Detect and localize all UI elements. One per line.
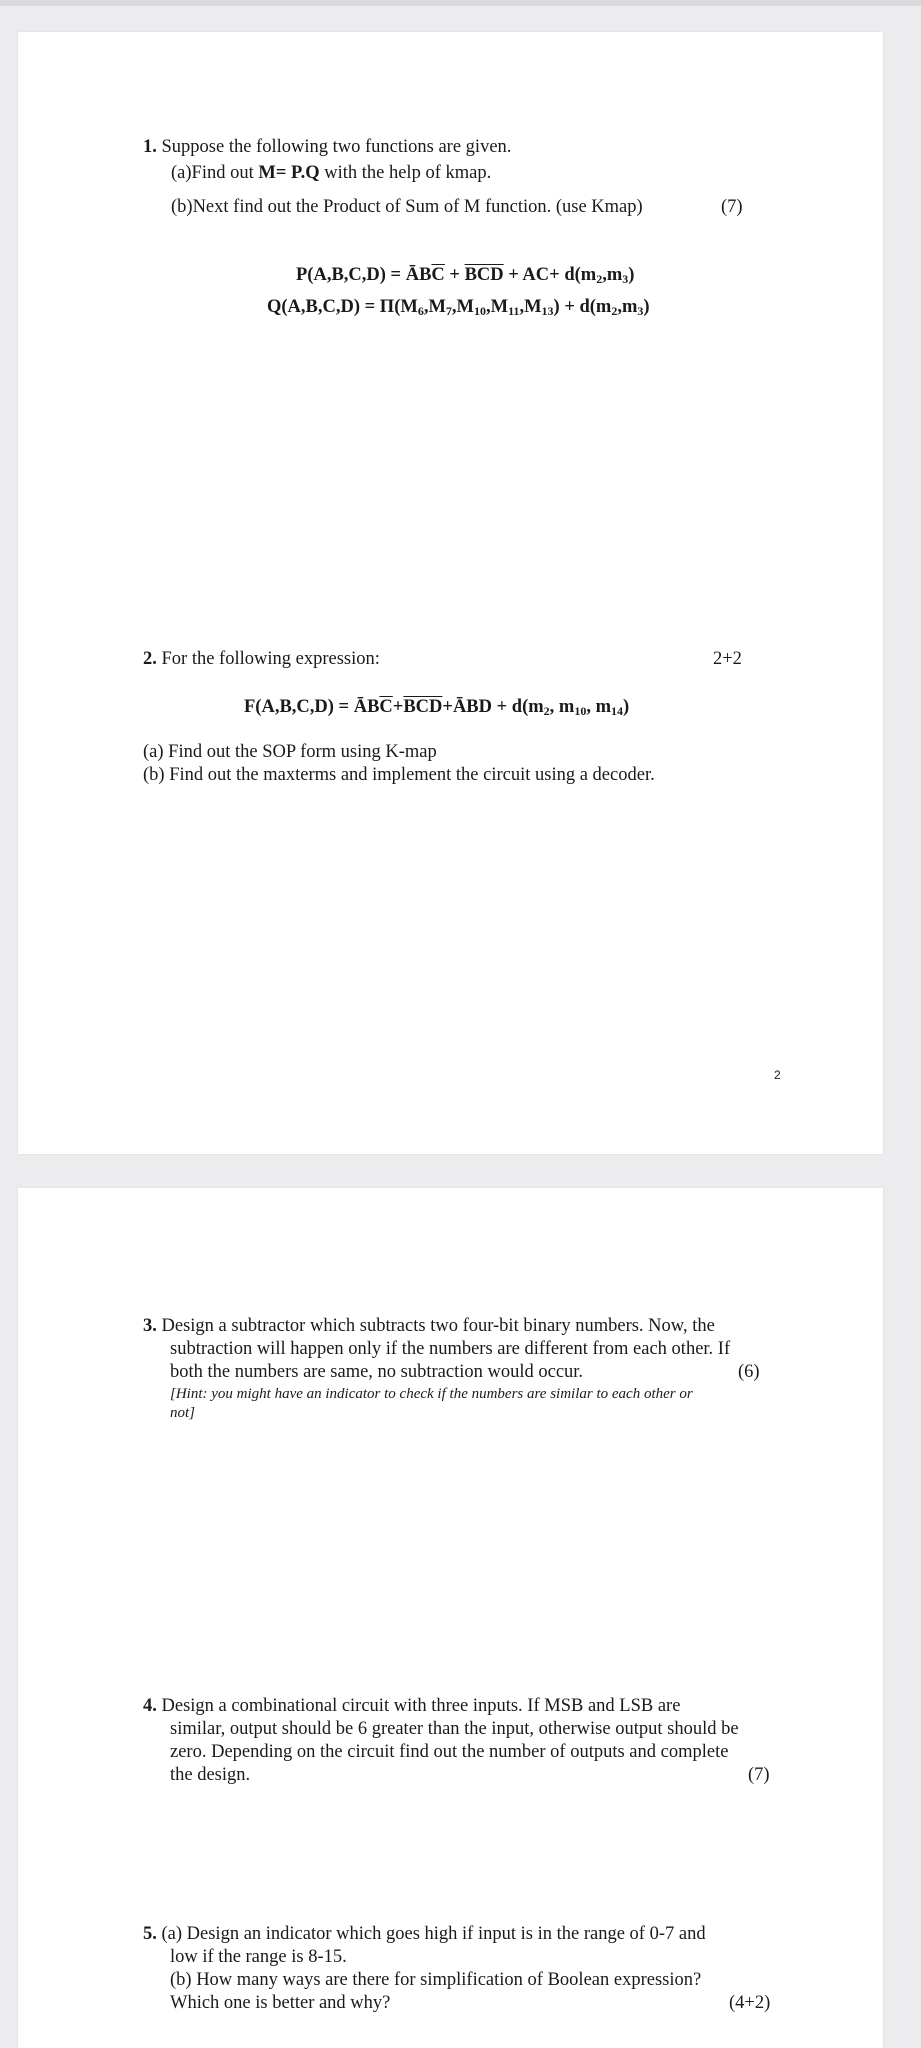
question-number: 4. (143, 1696, 157, 1716)
question-5-line-3: (b) How many ways are there for simplification of Boolean expression? (170, 1970, 702, 1990)
question-4-line-2: similar, output should be 6 greater than the input, otherwise output should be (170, 1719, 739, 1739)
question-number: 3. (143, 1316, 157, 1336)
question-4-line-4: the design. (170, 1765, 251, 1785)
question-5-line-2: low if the range is 8-15. (170, 1947, 347, 1967)
page-number: 2 (774, 1068, 781, 1082)
question-1-marks: (7) (721, 197, 743, 217)
question-3-line-2: subtraction will happen only if the numbers are different from each other. If (170, 1339, 731, 1359)
question-number: 5. (143, 1924, 157, 1944)
viewer-top-bar (0, 0, 921, 6)
question-3-hint-line-1: [Hint: you might have an indicator to check if the numbers are similar to each other or (170, 1386, 693, 1402)
question-5-line-1: 5. (a) Design an indicator which goes high if input is in the range of 0-7 and (143, 1924, 706, 1944)
question-1-part-b: (b)Next find out the Product of Sum of M function. (use Kmap) (171, 197, 643, 217)
question-1-part-a: (a)Find out M= P.Q with the help of kmap. (171, 163, 492, 183)
question-1-stem: 1. Suppose the following two functions are given. (143, 137, 512, 157)
question-4-line-3: zero. Depending on the circuit find out the number of outputs and complete (170, 1742, 729, 1762)
question-2-part-b: (b) Find out the maxterms and implement the circuit using a decoder. (143, 765, 655, 785)
question-number: 1. (143, 137, 157, 157)
question-3-line-1: 3. Design a subtractor which subtracts two four-bit binary numbers. Now, the (143, 1316, 715, 1336)
question-5-marks: (4+2) (729, 1993, 771, 2013)
equation-p: $P(A,B,C,D) = ĀB\overline{C} + \overline{BCD} + AC+ d(m_2,m_3)$ (296, 265, 635, 286)
document-page-2 (18, 1188, 883, 2048)
question-2-stem: 2. For the following expression: (143, 649, 380, 669)
question-5-line-4: Which one is better and why? (170, 1993, 391, 2013)
question-4-line-1: 4. Design a combinational circuit with three inputs. If MSB and LSB are (143, 1696, 681, 1716)
question-3-line-3: both the numbers are same, no subtraction would occur. (170, 1362, 584, 1382)
question-3-marks: (6) (738, 1362, 760, 1382)
equation-q: $Q(A,B,C,D) = \Pi(M_6,M_7,M_{10},M_{11},M_{13}) + d(m_2,m_3)$ (267, 297, 650, 318)
question-2-marks: 2+2 (713, 649, 742, 669)
equation-f: $F(A,B,C,D) = ĀB\overline{C}+\overline{BCD}+ĀBD + d(m_2$, $m_{10}$, $m_{14}$) (244, 697, 630, 718)
question-3-hint-line-2: not] (170, 1405, 196, 1421)
question-2-part-a: (a) Find out the SOP form using K-map (143, 742, 437, 762)
question-number: 2. (143, 649, 157, 669)
question-4-marks: (7) (748, 1765, 770, 1785)
document-page-1 (18, 32, 883, 1154)
